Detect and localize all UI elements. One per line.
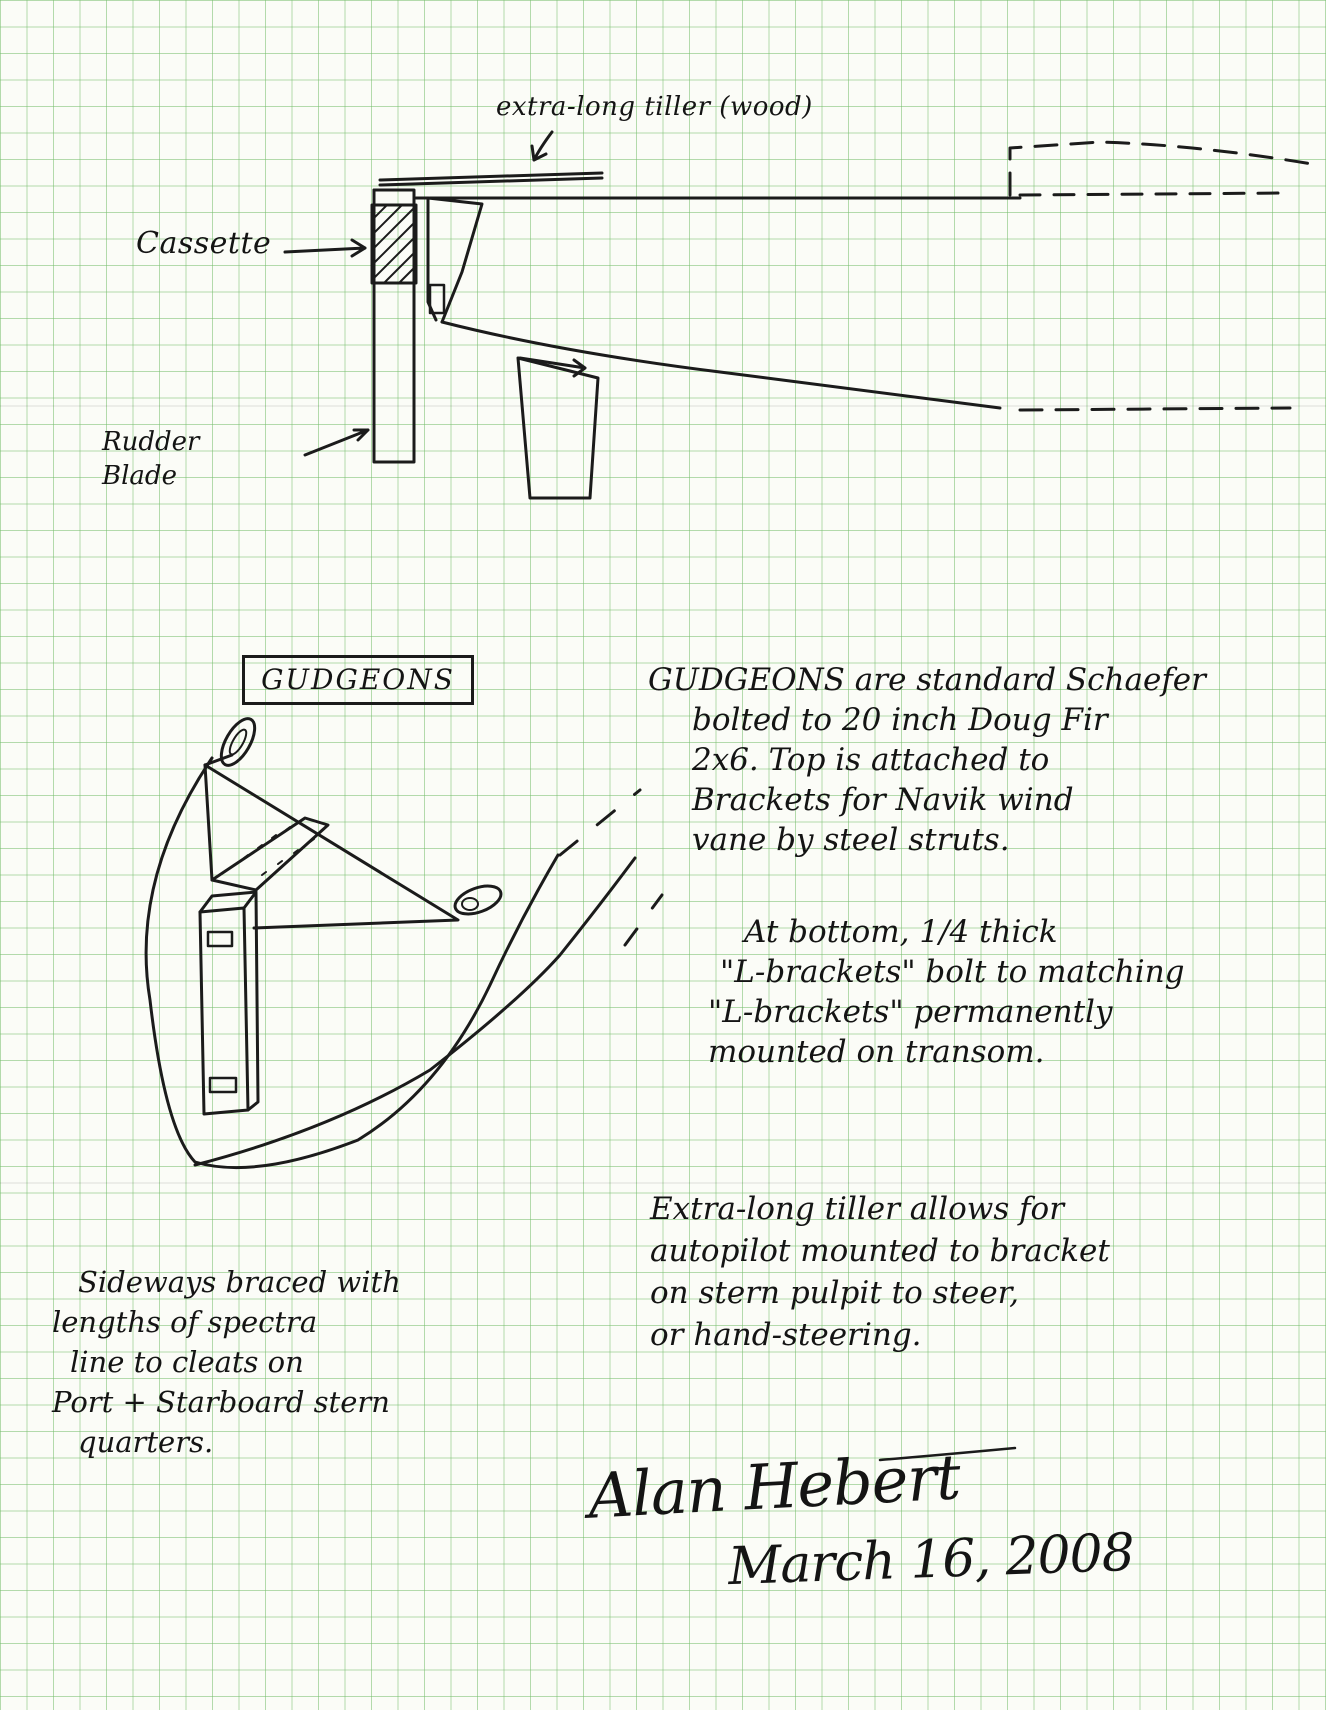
gudgeons-note-line: bolted to 20 inch Doug Fir (692, 702, 1108, 738)
gudgeons-note-line: vane by steel struts. (692, 822, 1010, 858)
rudder-blade-arrow (305, 430, 368, 455)
hull-curve (195, 858, 635, 1165)
sideways-note-line: quarters. (78, 1425, 214, 1459)
tiller-note-line: autopilot mounted to bracket (650, 1233, 1110, 1269)
gudgeons-note (648, 660, 1206, 860)
tiller-arrow (532, 132, 552, 160)
transom (416, 198, 436, 320)
rudder-head (374, 190, 414, 198)
bottom-brackets-note-line: At bottom, 1/4 thick (744, 914, 1058, 950)
cassette-label: Cassette (136, 226, 272, 261)
upper-gudgeon (215, 713, 262, 770)
right-gudgeon (451, 881, 504, 920)
cassette-arrow (285, 240, 365, 256)
cabin-dashed (1010, 142, 1318, 195)
hull-bottom (442, 322, 1000, 408)
tiller-note-line: on stern pulpit to steer, (650, 1275, 1019, 1311)
tiller-note (650, 1188, 1110, 1356)
right-gudgeon-inner (462, 898, 478, 910)
strut-vertical (205, 765, 212, 880)
rudder-blade-label-line: Blade (102, 461, 177, 491)
bottom-brackets-note (708, 912, 1185, 1072)
gudgeons-note-line: Brackets for Navik wind (692, 782, 1074, 818)
keel (518, 358, 598, 498)
sideways-note-line: line to cleats on (70, 1345, 304, 1379)
tiller-note-line: or hand-steering. (650, 1317, 922, 1353)
sideways-note-line: Sideways braced with (78, 1265, 401, 1299)
rudder-blade-label (102, 425, 199, 493)
tiller-label: extra-long tiller (wood) (496, 92, 813, 122)
cassette-hatch (372, 205, 416, 283)
transom-face (428, 198, 482, 322)
strut-lines (205, 765, 458, 928)
post-gudgeon-top (208, 932, 232, 946)
gudgeons-note-line: 2x6. Top is attached to (692, 742, 1050, 778)
bottom-brackets-note-line: "L-brackets" permanently (708, 994, 1113, 1030)
hull-bottom-dashed (1020, 408, 1290, 410)
rudder-blade (374, 190, 414, 462)
gudgeons-note-line: GUDGEONS are standard Schaefer (648, 662, 1206, 698)
hull-curve-dashed (560, 790, 640, 855)
gudgeons-box-label: GUDGEONS (242, 655, 474, 705)
bottom-brackets-note-line: "L-brackets" bolt to matching (720, 954, 1185, 990)
signature-name: Alan Hebert (586, 1440, 962, 1533)
deck-line-dashed (1020, 193, 1285, 195)
tiller-note-line: Extra-long tiller allows for (650, 1191, 1065, 1227)
post-gudgeon-bottom (210, 1078, 236, 1092)
sideways-note-line: Port + Starboard stern (52, 1385, 390, 1419)
sideways-note (52, 1262, 401, 1462)
rudder-blade-label-line: Rudder (102, 427, 200, 457)
signature-date: March 16, 2008 (727, 1522, 1135, 1598)
sideways-note-line: lengths of spectra (52, 1305, 318, 1339)
bottom-brackets-note-line: mounted on transom. (708, 1034, 1045, 1070)
hull-curve-dashed-lower (625, 895, 662, 945)
